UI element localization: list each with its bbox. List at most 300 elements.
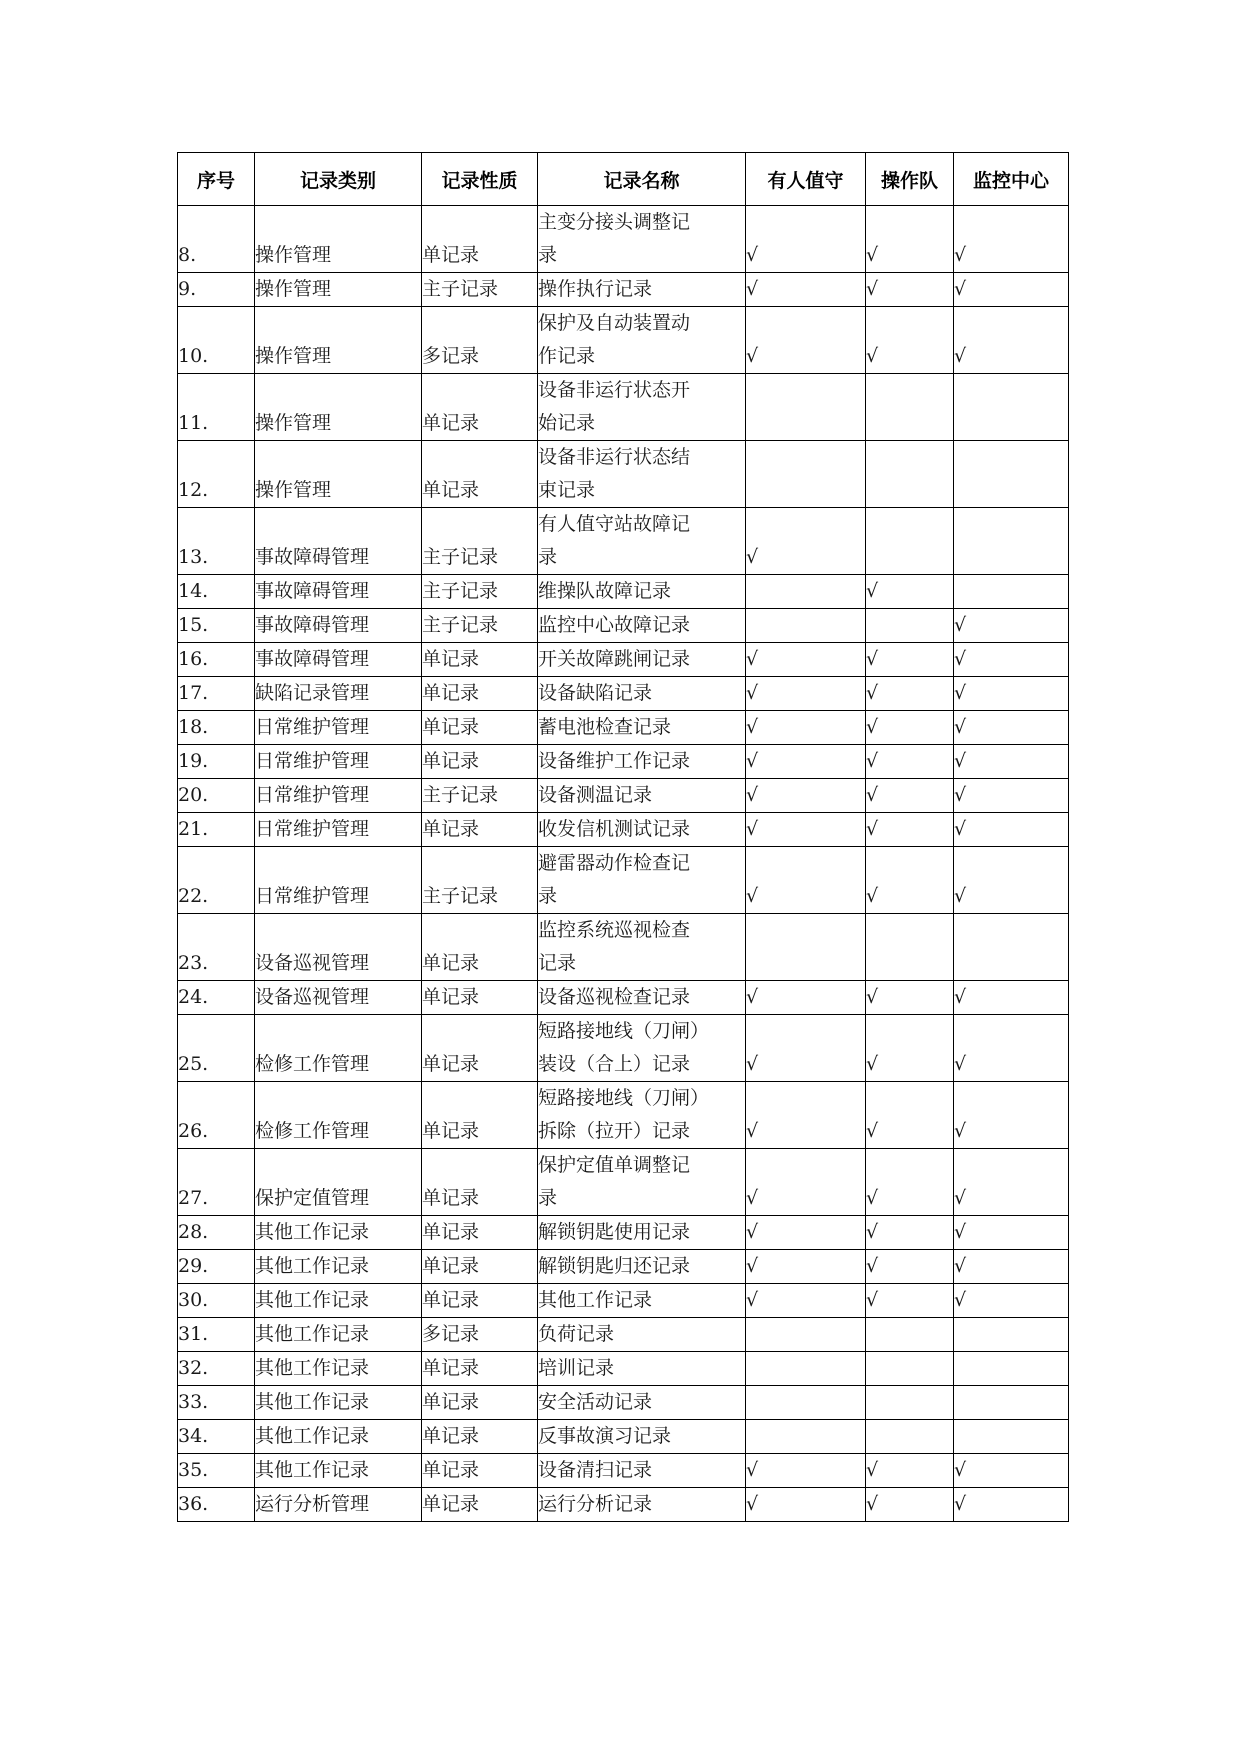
record-category: 设备巡视管理 [255,986,370,1008]
record-nature: 单记录 [422,479,480,501]
record-name-line: 设备清扫记录 [538,1459,653,1481]
row-number: 19. [178,750,209,772]
table-row [178,1386,1069,1420]
seq-cell [178,643,255,677]
check-mark: √ [866,648,879,670]
name-cell [538,441,746,508]
check-mark: √ [866,1120,879,1142]
name-cell [538,1250,746,1284]
record-name-line: 设备测温记录 [538,784,653,806]
check-mark: √ [746,682,759,704]
seq-cell [178,1386,255,1420]
team-cell [866,575,954,609]
record-nature: 主子记录 [422,278,499,300]
name-cell [538,374,746,441]
record-category: 检修工作管理 [255,1120,370,1142]
record-category: 操作管理 [255,244,332,266]
monitor-cell [954,1386,1069,1420]
check-mark: √ [866,818,879,840]
team-cell [866,981,954,1015]
record-category: 日常维护管理 [255,818,370,840]
record-nature: 单记录 [422,682,480,704]
row-number: 21. [178,818,209,840]
attended-cell [746,1149,866,1216]
attended-cell [746,1216,866,1250]
record-category: 其他工作记录 [255,1323,370,1345]
team-cell [866,1216,954,1250]
team-cell [866,1488,954,1522]
check-mark: √ [954,986,967,1008]
check-mark: √ [746,648,759,670]
record-category: 操作管理 [255,479,332,501]
team-cell [866,441,954,508]
record-name-line: 收发信机测试记录 [538,818,691,840]
check-mark: √ [954,1459,967,1481]
name-cell [538,1488,746,1522]
monitor-cell [954,711,1069,745]
seq-cell [178,1420,255,1454]
record-name-line: 设备巡视检查记录 [538,986,691,1008]
nature-cell [422,914,538,981]
record-nature: 单记录 [422,1459,480,1481]
check-mark: √ [746,1053,759,1075]
name-cell [538,1015,746,1082]
name-cell [538,1318,746,1352]
record-nature: 单记录 [422,716,480,738]
check-mark: √ [746,885,759,907]
name-cell [538,1454,746,1488]
check-mark: √ [954,750,967,772]
record-category: 日常维护管理 [255,885,370,907]
nature-cell [422,677,538,711]
monitor-cell [954,981,1069,1015]
attended-cell [746,575,866,609]
record-category: 事故障碍管理 [255,614,370,636]
nature-cell [422,1352,538,1386]
check-mark: √ [746,1221,759,1243]
record-nature: 主子记录 [422,546,499,568]
record-name-line: 设备缺陷记录 [538,682,653,704]
check-mark: √ [866,1255,879,1277]
record-name-line: 设备非运行状态结 [538,446,691,468]
nature-cell [422,1149,538,1216]
record-name-line: 避雷器动作检查记 [538,852,691,874]
record-name-line: 记录 [538,952,577,974]
record-nature: 单记录 [422,750,480,772]
record-name-line: 解锁钥匙归还记录 [538,1255,691,1277]
seq-cell [178,1352,255,1386]
nature-cell [422,1015,538,1082]
name-cell [538,1149,746,1216]
check-mark: √ [954,716,967,738]
record-category: 事故障碍管理 [255,648,370,670]
check-mark: √ [954,1053,967,1075]
table-row [178,1352,1069,1386]
record-nature: 单记录 [422,952,480,974]
seq-cell [178,1082,255,1149]
monitor-cell [954,847,1069,914]
category-cell [255,273,422,307]
record-name-line: 始记录 [538,412,596,434]
table-row [178,1454,1069,1488]
table-row [178,1420,1069,1454]
record-name-line: 设备维护工作记录 [538,750,691,772]
attended-cell [746,1454,866,1488]
check-mark: √ [866,580,879,602]
table-row [178,575,1069,609]
record-category: 事故障碍管理 [255,546,370,568]
row-number: 27. [178,1187,209,1209]
monitor-cell [954,1250,1069,1284]
record-name-line: 操作执行记录 [538,278,653,300]
seq-cell [178,1284,255,1318]
row-number: 24. [178,986,209,1008]
header-row [178,153,1069,206]
category-cell [255,1318,422,1352]
record-category: 其他工作记录 [255,1425,370,1447]
seq-cell [178,1454,255,1488]
nature-cell [422,307,538,374]
attended-cell [746,745,866,779]
category-cell [255,1216,422,1250]
record-name-line: 其他工作记录 [538,1289,653,1311]
nature-cell [422,1488,538,1522]
team-cell [866,643,954,677]
row-number: 31. [178,1323,209,1345]
check-mark: √ [954,1255,967,1277]
record-category: 其他工作记录 [255,1459,370,1481]
record-nature: 主子记录 [422,784,499,806]
header-monitor: 监控中心 [954,153,1069,206]
table-row [178,1318,1069,1352]
table-row [178,1284,1069,1318]
record-category: 日常维护管理 [255,784,370,806]
record-nature: 单记录 [422,412,480,434]
category-cell [255,508,422,575]
attended-cell [746,1284,866,1318]
nature-cell [422,1284,538,1318]
record-name-line: 解锁钥匙使用记录 [538,1221,691,1243]
table-row [178,441,1069,508]
nature-cell [422,374,538,441]
record-category: 操作管理 [255,412,332,434]
row-number: 12. [178,479,209,501]
seq-cell [178,1015,255,1082]
header-nature: 记录性质 [422,153,538,206]
attended-cell [746,1015,866,1082]
row-number: 8. [178,244,197,266]
team-cell [866,206,954,273]
table-row [178,508,1069,575]
row-number: 32. [178,1357,209,1379]
name-cell [538,1216,746,1250]
table-row [178,711,1069,745]
category-cell [255,1015,422,1082]
name-cell [538,508,746,575]
record-category: 日常维护管理 [255,716,370,738]
nature-cell [422,1454,538,1488]
check-mark: √ [954,648,967,670]
record-name-line: 主变分接头调整记 [538,211,691,233]
monitor-cell [954,1149,1069,1216]
team-cell [866,307,954,374]
category-cell [255,643,422,677]
nature-cell [422,206,538,273]
record-nature: 单记录 [422,1120,480,1142]
table-row [178,745,1069,779]
check-mark: √ [866,986,879,1008]
record-nature: 单记录 [422,1289,480,1311]
record-nature: 单记录 [422,1221,480,1243]
check-mark: √ [954,1289,967,1311]
table-header [178,153,1069,206]
table-row [178,374,1069,441]
attended-cell [746,847,866,914]
table-row [178,609,1069,643]
nature-cell [422,1420,538,1454]
row-number: 20. [178,784,209,806]
monitor-cell [954,206,1069,273]
team-cell [866,677,954,711]
record-category: 其他工作记录 [255,1391,370,1413]
check-mark: √ [954,614,967,636]
category-cell [255,1352,422,1386]
team-cell [866,609,954,643]
table-row [178,981,1069,1015]
check-mark: √ [866,784,879,806]
check-mark: √ [746,546,759,568]
record-name-line: 监控系统巡视检查 [538,919,691,941]
header-team: 操作队 [866,153,954,206]
seq-cell [178,1488,255,1522]
check-mark: √ [746,1493,759,1515]
row-number: 10. [178,345,209,367]
seq-cell [178,609,255,643]
category-cell [255,206,422,273]
row-number: 30. [178,1289,209,1311]
team-cell [866,914,954,981]
record-name-line: 监控中心故障记录 [538,614,691,636]
seq-cell [178,677,255,711]
team-cell [866,847,954,914]
header-category: 记录类别 [255,153,422,206]
record-nature: 单记录 [422,1255,480,1277]
monitor-cell [954,745,1069,779]
nature-cell [422,508,538,575]
record-name-line: 拆除（拉开）记录 [538,1120,691,1142]
seq-cell [178,847,255,914]
seq-cell [178,914,255,981]
seq-cell [178,813,255,847]
records-table [177,152,1069,1522]
monitor-cell [954,307,1069,374]
seq-cell [178,711,255,745]
attended-cell [746,441,866,508]
team-cell [866,745,954,779]
attended-cell [746,711,866,745]
attended-cell [746,1420,866,1454]
name-cell [538,1082,746,1149]
name-cell [538,1352,746,1386]
check-mark: √ [954,818,967,840]
record-nature: 单记录 [422,244,480,266]
table-row [178,307,1069,374]
nature-cell [422,745,538,779]
header-name: 记录名称 [538,153,746,206]
category-cell [255,1420,422,1454]
seq-cell [178,374,255,441]
check-mark: √ [746,244,759,266]
name-cell [538,1386,746,1420]
record-category: 事故障碍管理 [255,580,370,602]
nature-cell [422,1082,538,1149]
team-cell [866,374,954,441]
check-mark: √ [954,1120,967,1142]
check-mark: √ [954,682,967,704]
name-cell [538,307,746,374]
check-mark: √ [866,716,879,738]
table-row [178,914,1069,981]
team-cell [866,1015,954,1082]
monitor-cell [954,1082,1069,1149]
record-name-line: 蓄电池检查记录 [538,716,672,738]
category-cell [255,1250,422,1284]
seq-cell [178,1149,255,1216]
record-name-line: 培训记录 [538,1357,615,1379]
record-name-line: 短路接地线（刀闸） [538,1087,710,1109]
check-mark: √ [866,682,879,704]
record-category: 运行分析管理 [255,1493,370,1515]
nature-cell [422,609,538,643]
row-number: 11. [178,412,209,434]
monitor-cell [954,1420,1069,1454]
check-mark: √ [746,1459,759,1481]
row-number: 13. [178,546,209,568]
check-mark: √ [954,345,967,367]
record-name-line: 保护及自动装置动 [538,312,691,334]
table-row [178,1250,1069,1284]
check-mark: √ [866,278,879,300]
record-category: 设备巡视管理 [255,952,370,974]
nature-cell [422,643,538,677]
row-number: 35. [178,1459,209,1481]
name-cell [538,711,746,745]
record-name-line: 运行分析记录 [538,1493,653,1515]
check-mark: √ [954,278,967,300]
category-cell [255,374,422,441]
row-number: 28. [178,1221,209,1243]
record-category: 其他工作记录 [255,1255,370,1277]
row-number: 29. [178,1255,209,1277]
attended-cell [746,643,866,677]
record-nature: 主子记录 [422,885,499,907]
record-category: 其他工作记录 [255,1357,370,1379]
record-nature: 单记录 [422,1425,480,1447]
check-mark: √ [746,278,759,300]
record-nature: 多记录 [422,1323,480,1345]
attended-cell [746,307,866,374]
record-category: 操作管理 [255,278,332,300]
record-name-line: 录 [538,1187,558,1209]
record-nature: 单记录 [422,986,480,1008]
category-cell [255,711,422,745]
category-cell [255,441,422,508]
record-category: 日常维护管理 [255,750,370,772]
nature-cell [422,711,538,745]
category-cell [255,677,422,711]
seq-cell [178,1216,255,1250]
monitor-cell [954,508,1069,575]
category-cell [255,1488,422,1522]
check-mark: √ [746,1289,759,1311]
row-number: 18. [178,716,209,738]
attended-cell [746,609,866,643]
attended-cell [746,1082,866,1149]
record-name-line: 装设（合上）记录 [538,1053,691,1075]
seq-cell [178,745,255,779]
record-name-line: 负荷记录 [538,1323,615,1345]
attended-cell [746,508,866,575]
name-cell [538,745,746,779]
category-cell [255,1149,422,1216]
row-number: 23. [178,952,209,974]
check-mark: √ [746,345,759,367]
header-seq: 序号 [178,153,255,206]
nature-cell [422,441,538,508]
record-name-line: 设备非运行状态开 [538,379,691,401]
attended-cell [746,1386,866,1420]
name-cell [538,273,746,307]
record-nature: 多记录 [422,345,480,367]
check-mark: √ [746,716,759,738]
monitor-cell [954,1454,1069,1488]
seq-cell [178,206,255,273]
check-mark: √ [746,1120,759,1142]
check-mark: √ [746,986,759,1008]
team-cell [866,1420,954,1454]
team-cell [866,1386,954,1420]
table-row [178,1149,1069,1216]
seq-cell [178,273,255,307]
record-name-line: 短路接地线（刀闸） [538,1020,710,1042]
category-cell [255,779,422,813]
seq-cell [178,441,255,508]
check-mark: √ [866,1221,879,1243]
check-mark: √ [746,1187,759,1209]
check-mark: √ [746,818,759,840]
seq-cell [178,1318,255,1352]
nature-cell [422,1386,538,1420]
header-attended: 有人值守 [746,153,866,206]
record-category: 保护定值管理 [255,1187,370,1209]
check-mark: √ [866,750,879,772]
record-nature: 单记录 [422,1357,480,1379]
monitor-cell [954,1318,1069,1352]
seq-cell [178,779,255,813]
record-name-line: 保护定值单调整记 [538,1154,691,1176]
record-name-line: 有人值守站故障记 [538,513,691,535]
monitor-cell [954,575,1069,609]
record-nature: 主子记录 [422,580,499,602]
check-mark: √ [866,244,879,266]
name-cell [538,847,746,914]
check-mark: √ [746,784,759,806]
nature-cell [422,779,538,813]
seq-cell [178,508,255,575]
attended-cell [746,677,866,711]
attended-cell [746,1250,866,1284]
table-body [178,206,1069,1522]
